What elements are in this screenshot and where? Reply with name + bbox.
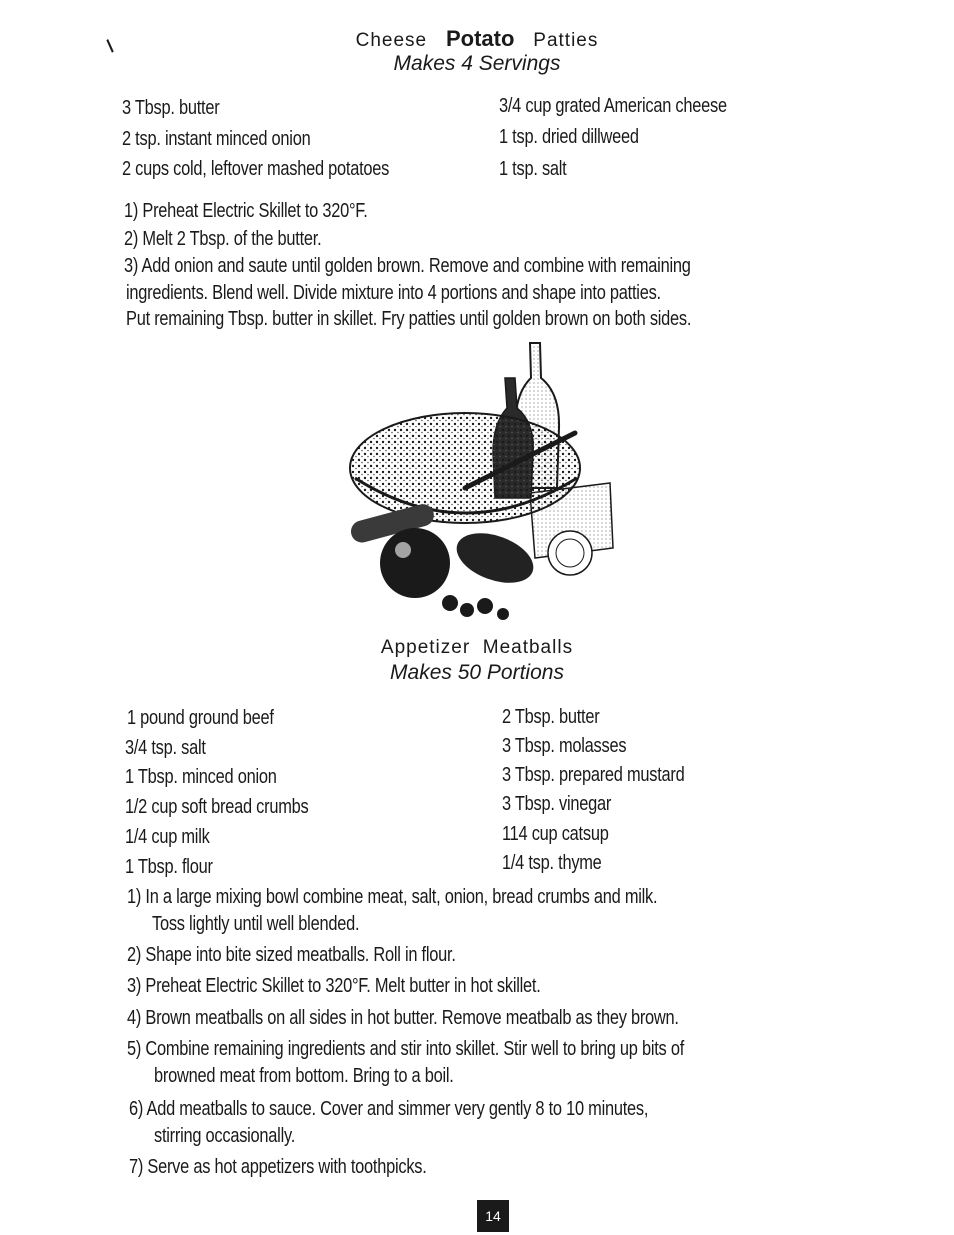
recipe2-step: 4) Brown meatballs on all sides in hot butter. Remove meatbalb as they brown. <box>127 1007 679 1029</box>
recipe1-ingredient-left: 2 cups cold, leftover mashed potatoes <box>122 158 390 180</box>
recipe1-step: 3) Add onion and saute until golden brown. Remove and combine with remaining <box>124 255 691 277</box>
recipe2-step: browned meat from bottom. Bring to a boil. <box>154 1065 454 1087</box>
recipe2-ingredient-left: 3/4 tsp. salt <box>125 737 206 759</box>
tomato-icon <box>380 528 450 598</box>
recipe2-step: 6) Add meatballs to sauce. Cover and simmer very gently 8 to 10 minutes, <box>129 1098 649 1120</box>
recipe1-step: 1) Preheat Electric Skillet to 320°F. <box>124 200 368 222</box>
recipe1-step: 2) Melt 2 Tbsp. of the butter. <box>124 228 322 250</box>
recipe1-title <box>0 26 954 52</box>
recipe2-step: stirring occasionally. <box>154 1125 296 1147</box>
page-number: 14 <box>477 1200 509 1232</box>
salad-bowl-icon <box>350 413 580 523</box>
recipe2-title-b: Meatballs <box>482 637 574 658</box>
recipe2-step: Toss lightly until well blended. <box>152 913 360 935</box>
recipe2-ingredient-right: 3 Tbsp. prepared mustard <box>502 764 685 786</box>
recipe2-step: 5) Combine remaining ingredients and stir into skillet. Stir well to bring up bits of <box>127 1038 685 1060</box>
recipe1-ingredient-right: 1 tsp. salt <box>499 158 567 180</box>
recipe2-title <box>0 637 954 659</box>
recipe1-ingredient-right: 1 tsp. dried dillweed <box>499 126 639 148</box>
recipe2-ingredient-left: 1 Tbsp. flour <box>125 856 213 878</box>
recipe2-step: 1) In a large mixing bowl combine meat, salt, onion, bread crumbs and milk. <box>127 886 658 908</box>
eggplant-icon <box>450 524 540 593</box>
recipe2-servings: Makes 50 Portions <box>390 661 564 684</box>
recipe1-title-suffix: Patties <box>533 30 599 51</box>
recipe2-step: 3) Preheat Electric Skillet to 320°F. Melt butter in hot skillet. <box>127 975 541 997</box>
recipe1-step: Put remaining Tbsp. butter in skillet. Fry patties until golden brown on both sides. <box>126 308 692 330</box>
recipe2-ingredient-left: 1/2 cup soft bread crumbs <box>125 796 309 818</box>
recipe1-step: ingredients. Blend well. Divide mixture into 4 portions and shape into patties. <box>126 282 661 304</box>
recipe2-step: 2) Shape into bite sized meatballs. Roll in flour. <box>127 944 456 966</box>
stray-mark: / <box>102 36 119 56</box>
recipe2-ingredient-left: 1/4 cup milk <box>125 826 210 848</box>
recipe1-ingredient-left: 2 tsp. instant minced onion <box>122 128 311 150</box>
recipe2-ingredient-right: 2 Tbsp. butter <box>502 706 600 728</box>
recipe1-title-mid: Potato <box>445 26 515 51</box>
recipe2-title-a: Appetizer <box>380 637 471 658</box>
recipe1-servings: Makes 4 Servings <box>393 52 561 75</box>
recipe2-ingredient-right: 114 cup catsup <box>502 823 609 845</box>
recipe2-step: 7) Serve as hot appetizers with toothpicks. <box>129 1156 427 1178</box>
recipe2-ingredient-left: 1 pound ground beef <box>127 707 274 729</box>
recipe1-ingredient-left: 3 Tbsp. butter <box>122 97 220 119</box>
food-illustration <box>345 338 615 628</box>
recipe2-ingredient-left: 1 Tbsp. minced onion <box>125 766 277 788</box>
recipe1-title-prefix: Cheese <box>355 30 428 51</box>
recipe2-ingredient-right: 1/4 tsp. thyme <box>502 852 602 874</box>
recipe2-ingredient-right: 3 Tbsp. molasses <box>502 735 627 757</box>
recipe1-ingredient-right: 3/4 cup grated American cheese <box>499 95 727 117</box>
onion-icon <box>548 531 592 575</box>
recipe2-ingredient-right: 3 Tbsp. vinegar <box>502 793 612 815</box>
